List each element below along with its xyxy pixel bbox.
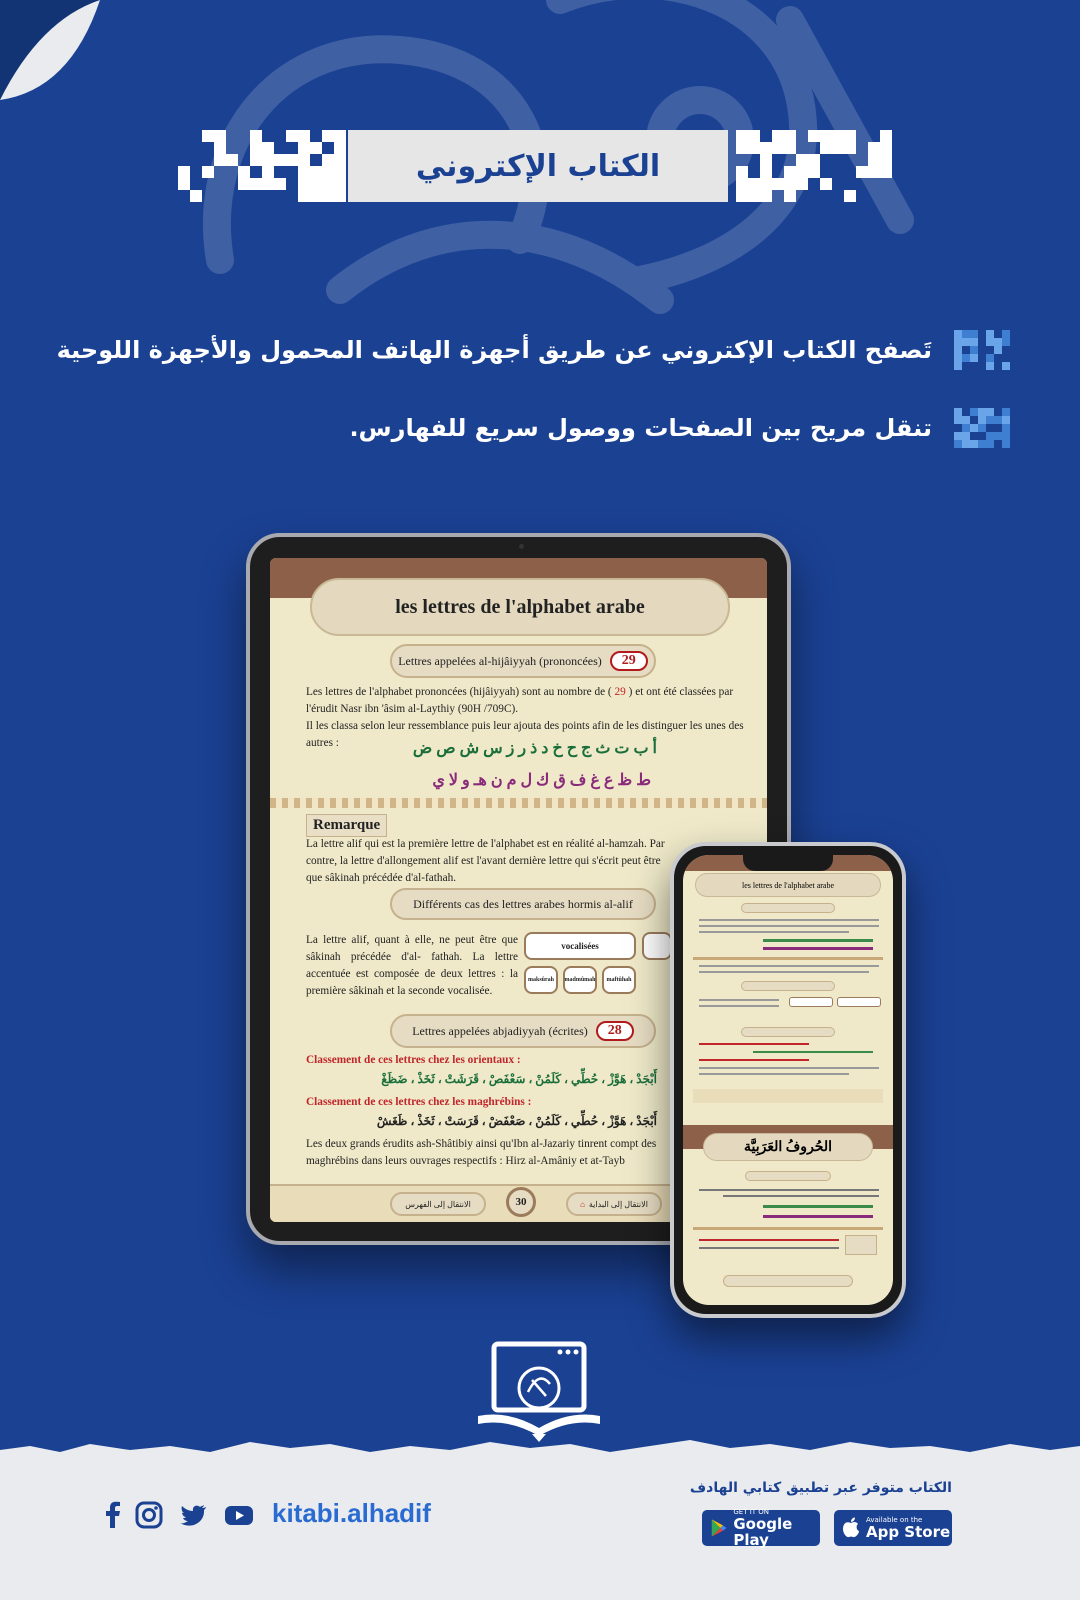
pixel-square bbox=[954, 440, 962, 448]
page-curl-icon bbox=[0, 0, 100, 100]
pixel-square bbox=[986, 338, 994, 346]
pixel-square bbox=[820, 130, 832, 142]
pixel-square bbox=[978, 440, 986, 448]
pixel-square bbox=[322, 130, 334, 142]
pixel-square bbox=[962, 338, 970, 346]
book-logo-icon bbox=[472, 1340, 606, 1444]
count-badge: 28 bbox=[596, 1021, 634, 1041]
pixel-square bbox=[1002, 330, 1010, 338]
pixel-square bbox=[986, 354, 994, 362]
twitter-icon[interactable] bbox=[178, 1500, 208, 1530]
pixel-square bbox=[238, 178, 250, 190]
pixel-square bbox=[978, 424, 986, 432]
pixel-square bbox=[262, 166, 274, 178]
pixel-square bbox=[286, 130, 298, 142]
arabic-letters: أ ب ت ث ج ح خ د ذ ر ز س ش ص ض bbox=[412, 740, 657, 757]
pixel-square bbox=[736, 190, 748, 202]
feature-item-2 bbox=[349, 408, 1010, 448]
pixel-square bbox=[202, 166, 214, 178]
pixel-square bbox=[820, 178, 832, 190]
pixel-square bbox=[214, 130, 226, 142]
orient-heading: Classement de ces lettres chez les orientaux : bbox=[306, 1054, 521, 1066]
pixel-square bbox=[322, 166, 334, 178]
page-title: الكتاب الإكتروني bbox=[348, 130, 728, 202]
pixel-square bbox=[1002, 408, 1010, 416]
pixel-square bbox=[844, 142, 856, 154]
pixel-square bbox=[310, 190, 322, 202]
pixel-square bbox=[994, 432, 1002, 440]
pixel-square bbox=[334, 190, 346, 202]
phone-screen bbox=[683, 855, 893, 1305]
pixel-square bbox=[978, 408, 986, 416]
pixel-square bbox=[736, 142, 748, 154]
pixel-square bbox=[760, 154, 772, 166]
pixel-square bbox=[844, 190, 856, 202]
pixel-square bbox=[868, 142, 880, 154]
app-store-button[interactable] bbox=[834, 1510, 952, 1546]
pixel-square bbox=[784, 130, 796, 142]
pixel-square bbox=[178, 178, 190, 190]
pixel-square bbox=[322, 178, 334, 190]
box-vocalisees: vocalisées bbox=[524, 932, 636, 960]
section-abjadiyyah bbox=[390, 1014, 656, 1048]
pixel-square bbox=[202, 130, 214, 142]
website-link[interactable]: kitabi.alhadif bbox=[272, 1498, 431, 1528]
pixel-pattern-left bbox=[178, 130, 348, 202]
pixel-square bbox=[736, 166, 748, 178]
pixel-square bbox=[334, 154, 346, 166]
pixel-square bbox=[772, 178, 784, 190]
title-banner bbox=[178, 130, 898, 202]
pixel-square bbox=[1002, 424, 1010, 432]
pixel-square bbox=[250, 142, 262, 154]
pixel-square bbox=[954, 416, 962, 424]
google-play-icon bbox=[710, 1517, 727, 1539]
google-small-text: GET IT ON bbox=[733, 1508, 770, 1516]
pixel-square bbox=[832, 142, 844, 154]
phone-page-title: les lettres de l'alphabet arabe bbox=[695, 873, 881, 897]
pixel-square bbox=[772, 130, 784, 142]
pixel-square bbox=[970, 346, 978, 354]
paragraph-2: La lettre alif, quant à elle, ne peut être que sâkinah précédée d'al- fathah. La lettre accentuée est composée de deux lettres : la première sâkinah et la seconde vocalisée. bbox=[306, 934, 518, 997]
pixel-square bbox=[954, 354, 962, 362]
pixel-square bbox=[962, 354, 970, 362]
pixel-square bbox=[978, 416, 986, 424]
pixel-square bbox=[986, 408, 994, 416]
section-label: Lettres appelées abjadiyyah (écrites) bbox=[412, 1023, 588, 1038]
pixel-square bbox=[880, 166, 892, 178]
pixel-square bbox=[986, 432, 994, 440]
pixel-square bbox=[298, 130, 310, 142]
google-big-text: Google Play bbox=[733, 1515, 793, 1549]
store-availability-text: الكتاب متوفر عبر تطبيق كتابي الهادف bbox=[689, 1480, 952, 1496]
section-cases bbox=[390, 888, 656, 920]
pixel-square bbox=[970, 330, 978, 338]
pixel-square bbox=[262, 142, 274, 154]
pixel-square bbox=[1002, 338, 1010, 346]
maghreb-heading: Classement de ces lettres chez les maghrébins : bbox=[306, 1096, 532, 1108]
pixel-square bbox=[250, 130, 262, 142]
box-extra bbox=[642, 932, 672, 960]
pixel-bullet-icon bbox=[954, 330, 1010, 370]
apple-small-text: Available on the bbox=[866, 1516, 923, 1524]
pixel-square bbox=[808, 130, 820, 142]
pixel-square bbox=[748, 178, 760, 190]
pixel-square bbox=[962, 432, 970, 440]
pixel-square bbox=[784, 166, 796, 178]
pixel-square bbox=[880, 142, 892, 154]
pixel-square bbox=[736, 178, 748, 190]
apple-big-text: App Store bbox=[866, 1523, 951, 1541]
pixel-square bbox=[970, 408, 978, 416]
pixel-square bbox=[298, 190, 310, 202]
pixel-square bbox=[190, 190, 202, 202]
pixel-square bbox=[262, 154, 274, 166]
box-maftuhah: maftûhah bbox=[602, 966, 636, 994]
para-number: 29 bbox=[614, 686, 626, 698]
pixel-square bbox=[760, 166, 772, 178]
pixel-square bbox=[796, 154, 808, 166]
pixel-square bbox=[808, 154, 820, 166]
pixel-square bbox=[994, 346, 1002, 354]
pixel-square bbox=[310, 166, 322, 178]
pixel-square bbox=[214, 142, 226, 154]
pixel-square bbox=[962, 330, 970, 338]
pixel-square bbox=[178, 166, 190, 178]
feature-text-1: تَصفح الكتاب الإكتروني عن طريق أجهزة الهاتف المحمول والأجهزة اللوحية bbox=[56, 336, 932, 364]
pixel-square bbox=[962, 416, 970, 424]
pixel-square bbox=[310, 142, 322, 154]
pixel-square bbox=[832, 130, 844, 142]
phone-arabic-title: الحُروفُ العَرَبِيَّة bbox=[703, 1133, 873, 1161]
arabic-letters: ط ظ ع غ ف ق ك ل م ن هـ و لا ي bbox=[432, 772, 651, 789]
paragraph-3: Les deux grands érudits ash-Shâtibiy ainsi qu'Ibn al-Jazariy tinrent compt des maghrébins dans leurs ouvrages respectifs : Hirz al-Amâniy et at-Tayb bbox=[306, 1138, 657, 1167]
pixel-pattern-right bbox=[736, 130, 898, 202]
pixel-square bbox=[760, 190, 772, 202]
pixel-square bbox=[954, 432, 962, 440]
pixel-square bbox=[748, 190, 760, 202]
para-text: Il les classa selon leur ressemblance puis leur ajouta des points afin de les distinguer les unes des autres : bbox=[306, 720, 744, 749]
pixel-square bbox=[226, 154, 238, 166]
pixel-square bbox=[334, 142, 346, 154]
pixel-square bbox=[1002, 432, 1010, 440]
instagram-icon[interactable] bbox=[134, 1500, 164, 1530]
pixel-square bbox=[298, 166, 310, 178]
torn-paper-edge bbox=[0, 1436, 1080, 1460]
para-text: Les lettres de l'alphabet prononcées (hijâiyyah) sont au nombre de ( bbox=[306, 686, 612, 698]
pixel-square bbox=[970, 440, 978, 448]
page-number: 30 bbox=[506, 1187, 536, 1217]
pixel-square bbox=[1002, 416, 1010, 424]
phone-text-preview bbox=[693, 903, 883, 1118]
pixel-square bbox=[262, 178, 274, 190]
pixel-square bbox=[954, 362, 962, 370]
home-icon: ⌂ bbox=[580, 1199, 585, 1209]
tablet-camera bbox=[519, 544, 524, 549]
pixel-square bbox=[334, 166, 346, 178]
pixel-square bbox=[796, 178, 808, 190]
pixel-square bbox=[334, 130, 346, 142]
phone-notch bbox=[743, 855, 833, 871]
facebook-icon[interactable] bbox=[98, 1500, 128, 1530]
pixel-square bbox=[970, 424, 978, 432]
goto-index-button[interactable] bbox=[390, 1192, 486, 1216]
nav-label: الانتقال إلى الفهرس bbox=[405, 1199, 471, 1209]
phone-mockup bbox=[670, 842, 906, 1318]
box-maksurah: maksûrah bbox=[524, 966, 558, 994]
ebook-page-title: les lettres de l'alphabet arabe bbox=[310, 578, 730, 636]
pixel-square bbox=[334, 178, 346, 190]
pixel-square bbox=[954, 346, 962, 354]
abjad-maghreb: أَبْجَدْ ، هَوَّزْ ، حُطِّي ، كَلَمُنْ ، صَعْفَضْ ، قَرَسَتْ ، ثَخَذْ ، ظَغَشْ bbox=[376, 1114, 657, 1128]
pixel-square bbox=[994, 416, 1002, 424]
section-label: Lettres appelées al-hijâiyyah (prononcées) bbox=[398, 653, 602, 668]
pixel-square bbox=[784, 190, 796, 202]
pixel-square bbox=[962, 440, 970, 448]
pixel-square bbox=[868, 154, 880, 166]
pixel-square bbox=[322, 190, 334, 202]
pixel-square bbox=[736, 130, 748, 142]
pixel-square bbox=[986, 416, 994, 424]
pixel-square bbox=[1002, 440, 1010, 448]
box-madmumah: madmûmah bbox=[563, 966, 597, 994]
pixel-square bbox=[238, 166, 250, 178]
pixel-square bbox=[784, 142, 796, 154]
feature-item-1 bbox=[57, 330, 1010, 370]
abjad-orient: أَبْجَدْ ، هَوَّزْ ، حُطِّي ، كَلَمُنْ ، سَعْفَصْ ، قَرَشَتْ ، ثَخَذْ ، ضَظَغْ bbox=[381, 1072, 657, 1086]
pixel-square bbox=[1002, 362, 1010, 370]
ornament-divider bbox=[270, 798, 767, 808]
pixel-square bbox=[986, 362, 994, 370]
pixel-square bbox=[772, 142, 784, 154]
pixel-square bbox=[880, 154, 892, 166]
phone-arabic-preview bbox=[693, 1171, 883, 1291]
pixel-square bbox=[250, 154, 262, 166]
pixel-square bbox=[286, 154, 298, 166]
pixel-square bbox=[868, 166, 880, 178]
nav-label: الانتقال إلى البداية bbox=[588, 1199, 648, 1209]
footer bbox=[0, 1458, 1080, 1600]
pixel-square bbox=[298, 142, 310, 154]
pixel-square bbox=[310, 178, 322, 190]
goto-start-button[interactable] bbox=[566, 1192, 662, 1216]
pixel-square bbox=[214, 154, 226, 166]
remark-label: Remarque bbox=[306, 814, 387, 837]
remark-text: La lettre alif qui est la première lettre de l'alphabet est en réalité al-hamzah. Par contre, la lettre d'allongement alif est l'avant dernière lettre qui s'écrit peut être que sâkinah précédée d'al-fathah. bbox=[306, 838, 665, 884]
para-text: ) et ont été classées par l'érudit Nasr ibn 'âsim al-Laythiy (90H /709C). bbox=[306, 686, 734, 715]
pixel-square bbox=[880, 130, 892, 142]
section-hijaiyyah bbox=[390, 644, 656, 678]
pixel-square bbox=[274, 154, 286, 166]
pixel-square bbox=[954, 408, 962, 416]
letters-row-2 bbox=[432, 770, 651, 790]
pixel-square bbox=[760, 142, 772, 154]
pixel-square bbox=[274, 178, 286, 190]
letters-row-1 bbox=[413, 738, 657, 758]
pixel-square bbox=[784, 178, 796, 190]
apple-icon bbox=[842, 1517, 860, 1539]
pixel-square bbox=[970, 338, 978, 346]
feature-text-2: تنقل مريح بين الصفحات ووصول سريع للفهارس. bbox=[349, 414, 932, 442]
count-badge: 29 bbox=[610, 651, 648, 671]
pixel-square bbox=[970, 354, 978, 362]
pixel-square bbox=[796, 166, 808, 178]
pixel-square bbox=[808, 166, 820, 178]
section-label: Différents cas des lettres arabes hormis al-alif bbox=[413, 896, 633, 911]
pixel-square bbox=[986, 330, 994, 338]
pixel-square bbox=[844, 130, 856, 142]
youtube-icon[interactable] bbox=[224, 1500, 254, 1530]
pixel-bullet-icon bbox=[954, 408, 1010, 448]
pixel-square bbox=[298, 154, 310, 166]
pixel-square bbox=[322, 154, 334, 166]
pixel-square bbox=[962, 424, 970, 432]
pixel-square bbox=[856, 166, 868, 178]
pixel-square bbox=[760, 178, 772, 190]
pixel-square bbox=[748, 130, 760, 142]
google-play-button[interactable] bbox=[702, 1508, 820, 1549]
pixel-square bbox=[986, 440, 994, 448]
pixel-square bbox=[954, 330, 962, 338]
pixel-square bbox=[994, 338, 1002, 346]
pixel-square bbox=[954, 338, 962, 346]
pixel-square bbox=[748, 142, 760, 154]
pixel-square bbox=[298, 178, 310, 190]
pixel-square bbox=[820, 142, 832, 154]
pixel-square bbox=[250, 178, 262, 190]
